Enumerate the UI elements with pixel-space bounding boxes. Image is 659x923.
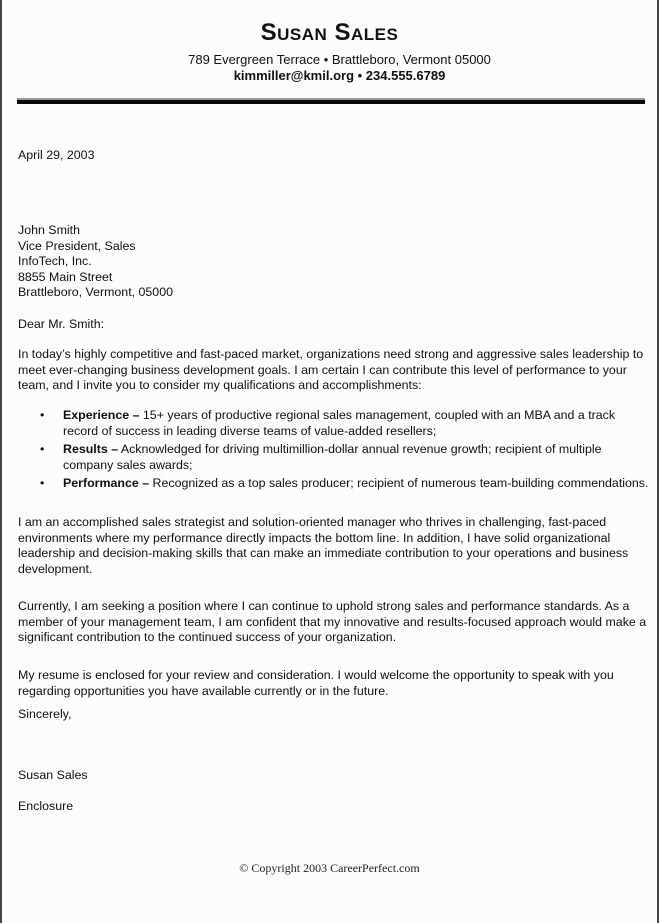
paragraph-objective — [18, 599, 650, 646]
recipient-company: InfoTech, Inc. — [18, 254, 92, 269]
sender-address: 789 Evergreen Terrace • Brattleboro, Vermont 05000 — [188, 52, 491, 67]
signature-text: Susan Sales — [18, 768, 88, 782]
letter-date — [18, 148, 650, 164]
paragraph-intro — [18, 347, 650, 394]
bullet-icon: • — [40, 476, 45, 491]
recipient-street: 8855 Main Street — [18, 269, 113, 284]
list-item — [18, 442, 650, 473]
date-text: April 29, 2003 — [18, 148, 95, 162]
sender-contact: kimmiller@kmil.org • 234.555.6789 — [233, 68, 446, 83]
closing-text: Sincerely, — [18, 707, 72, 721]
bullet-text: 15+ years of productive regional sales management, coupled with an MBA and a track record of success in leading diverse teams of value-added resellers; — [63, 408, 616, 438]
enclosure-text: Enclosure — [18, 799, 74, 813]
header-divider — [17, 98, 645, 104]
recipient-name: John Smith — [18, 223, 80, 237]
qualifications-list — [18, 408, 650, 495]
closing — [18, 707, 650, 723]
list-item — [18, 408, 650, 439]
salutation-text: Dear Mr. Smith: — [18, 317, 105, 331]
recipient-title: Vice President, Sales — [18, 238, 136, 253]
salutation — [18, 317, 650, 333]
paragraph-closing — [18, 668, 650, 699]
bullet-text: Acknowledged for driving multimillion-dollar annual revenue growth; recipient of multiple company sales awards; — [63, 442, 602, 472]
paragraph-text: My resume is enclosed for your review and consideration. I would welcome the opportunity to speak with you regarding opportunities you have available currently or in the future. — [18, 668, 614, 698]
letterhead — [2, 18, 657, 84]
bullet-label: Experience – — [63, 408, 140, 422]
paragraph-strengths — [18, 515, 650, 577]
bullet-icon: • — [40, 442, 45, 457]
enclosure-note — [18, 799, 650, 815]
copyright-footer: © Copyright 2003 CareerPerfect.com — [239, 861, 420, 875]
recipient-block — [18, 223, 650, 301]
bullet-label: Results – — [63, 442, 119, 457]
bullet-label: Performance – — [63, 476, 150, 491]
paragraph-text: In today’s highly competitive and fast-paced market, organizations need strong and aggressive sales leadership to meet ever-changing business development goals. I am certain I can contribute this level of performance to your team, and I invite you to consider my qualifications and accomplishments: — [18, 347, 644, 393]
paragraph-text: I am an accomplished sales strategist and solution-oriented manager who thrives in challenging, fast-paced environments where my performance directly impacts the bottom line. In addition, I have solid organizational leadership and decision-making skills that can make an immediate contribution to your operations and business development. — [18, 515, 629, 576]
bullet-text: Recognized as a top sales producer; recipient of numerous team-building commendations. — [149, 476, 649, 491]
recipient-city: Brattleboro, Vermont, 05000 — [18, 285, 173, 300]
paragraph-text: Currently, I am seeking a position where I can continue to uphold strong sales and performance standards. As a member of your management team, I am confident that my innovative and results-focused approach would make a significant contribution to the continued success of your organization. — [18, 599, 647, 645]
signature — [18, 768, 650, 784]
sender-name: Susan Sales — [260, 19, 399, 46]
bullet-icon: • — [40, 408, 45, 422]
list-item — [18, 476, 650, 492]
